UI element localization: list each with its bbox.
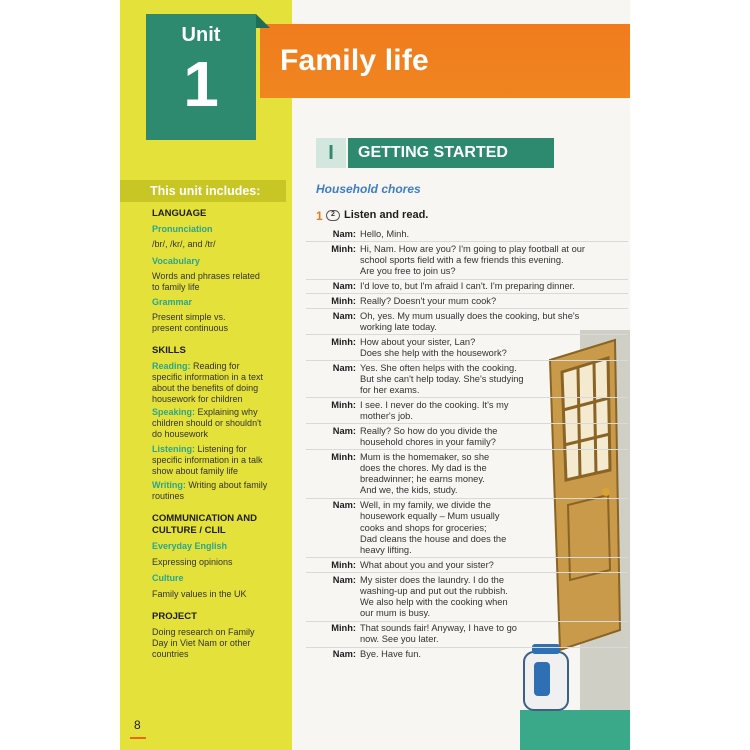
section-title: GETTING STARTED [348,138,554,168]
dialogue-divider [306,293,628,294]
audio-track-icon[interactable]: 2 [326,210,340,221]
dialogue-line: Oh, yes. My mum usually does the cooking, but she's [360,310,580,321]
speaker-name: Minh: [331,243,356,254]
dialogue-turn [306,296,626,307]
dialogue-line: Mum is the homemaker, so she [360,451,490,462]
dialogue-turn [306,311,626,333]
sidebar-heading: This unit includes: [120,180,286,202]
dialogue-turn [306,500,626,556]
unit-number: 1 [183,48,219,120]
speaking-label: Speaking: [152,407,196,417]
dialogue-line: Yes. She often helps with the cooking. [360,362,517,373]
unit-title: Family life [280,44,429,77]
dialogue-divider [306,621,628,622]
speaker-name: Nam: [332,425,356,436]
grammar-text-2: present continuous [152,323,229,333]
communication-heading-2: CULTURE / CLIL [152,525,226,536]
speaker-name: Nam: [332,310,356,321]
dialogue-line: But she can't help today. She's studying [360,373,524,384]
unit-box-fold [256,14,270,28]
dialogue-turn [306,426,626,448]
dialogue-line: mother's job. [360,410,413,421]
speaker-name: Minh: [331,399,356,410]
dialogue-line: I'd love to, but I'm afraid I can't. I'm preparing dinner. [360,281,575,291]
dialogue-turn [306,281,626,292]
dialogue-turn [306,649,626,660]
writing-line-0 [152,480,292,491]
culture-heading: Culture [152,573,184,583]
topic-subtitle: Household chores [316,182,421,196]
dialogue-line: now. See you later. [360,634,439,645]
dialogue-divider [306,308,628,309]
dialogue-divider [306,557,628,558]
dialogue-line: And we, the kids, study. [360,485,458,496]
speaker-name: Nam: [332,281,356,291]
dialogue-line: That sounds fair! Anyway, I have to go [360,623,517,633]
vocabulary-text-2: to family life [152,282,200,292]
dialogue-line: Dad cleans the house and does the [360,533,507,544]
dialogue-line: We also help with the cooking when [360,596,508,607]
textbook-page [120,0,630,750]
everyday-english-text: Expressing opinions [152,557,233,567]
speaker-name: Minh: [331,623,356,633]
reading-text-0: Reading for [193,361,240,371]
dialogue-line: Does she help with the housework? [360,347,507,358]
grammar-text-1: Present simple vs. [152,312,226,322]
exercise-instruction: Listen and read. [344,209,429,221]
dialogue-line: does the chores. My dad is the [360,462,487,473]
reading-text-3: housework for children [152,394,243,404]
dialogue-line: What about you and your sister? [360,559,494,570]
writing-text-1: routines [152,491,185,501]
dialogue-line: Really? So how do you divide the [360,425,498,436]
pronunciation-text: /br/, /kr/, and /tr/ [152,239,216,249]
speaker-name: Nam: [332,229,356,239]
writing-text-0: Writing about family [188,480,268,490]
dialogue-divider [306,241,628,242]
listening-label: Listening: [152,444,195,454]
dialogue-line: Really? Doesn't your mum cook? [360,295,497,306]
dialogue-line: heavy lifting. [360,544,412,555]
speaker-name: Minh: [331,451,356,462]
speaking-line-0 [152,407,292,418]
everyday-english-heading: Everyday English [152,541,228,551]
dialogue-divider [306,334,628,335]
listening-text-1: specific information in a talk [152,455,263,465]
dialogue-turn [306,229,626,240]
dialogue-turn [306,337,626,359]
dialogue-turn [306,575,626,620]
dialogue-turn [306,560,626,571]
dialogue-line: household chores in your family? [360,436,496,447]
speaking-text-1: children should or shouldn't [152,418,262,428]
exercise-number: 1 [316,209,323,223]
listening-text-0: Listening for [197,444,247,454]
dialogue-line: cooks and shops for groceries; [360,522,487,533]
dialogue-line: Are you free to join us? [360,266,456,277]
dialogue-divider [306,279,628,280]
reading-label: Reading: [152,361,191,371]
project-text-3: countries [152,649,189,659]
dialogue-line: working late today. [360,321,437,332]
dialogue-turn [306,452,626,497]
dialogue-line: I see. I never do the cooking. It's my [360,399,509,410]
dialogue-turn [306,623,626,645]
dialogue-line: school sports field with a few friends this evening. [360,254,564,265]
dialogue-line: Bye. Have fun. [360,649,421,659]
dialogue-line: Well, in my family, we divide the [360,500,491,511]
language-heading: LANGUAGE [152,208,207,219]
section-number: I [316,138,346,168]
dialogue-turn [306,363,626,397]
speaker-name: Minh: [331,336,356,347]
speaker-name: Minh: [331,295,356,306]
speaking-text-0: Explaining why [197,407,258,417]
dialogue-line: My sister does the laundry. I do the [360,574,505,585]
counter-top [520,710,630,750]
communication-heading-1: COMMUNICATION AND [152,513,258,524]
reading-text-2: about the benefits of doing [152,383,259,393]
page-number-underline [130,737,146,739]
speaker-name: Nam: [332,362,356,373]
dialogue-line: breadwinner; he earns money. [360,474,485,485]
listening-text-2: show about family life [152,466,239,476]
dialogue-turn [306,400,626,422]
dialogue-turn [306,244,626,278]
speaker-name: Nam: [332,500,356,511]
project-heading: PROJECT [152,611,197,622]
dialogue-line: washing-up and put out the rubbish. [360,585,508,596]
skills-heading: SKILLS [152,345,186,356]
dialogue-divider [306,449,628,450]
dialogue-line: Hello, Minh. [360,229,410,239]
dialogue-divider [306,498,628,499]
vocabulary-heading: Vocabulary [152,256,200,266]
dialogue-divider [306,647,628,648]
dialogue-divider [306,360,628,361]
dialogue-divider [306,423,628,424]
pronunciation-heading: Pronunciation [152,224,213,234]
dialogue-line: How about your sister, Lan? [360,336,476,347]
reading-text-1: specific information in a text [152,372,264,382]
dialogue-divider [306,397,628,398]
speaker-name: Nam: [332,649,356,659]
reading-line-0 [152,361,292,372]
project-text-2: Day in Viet Nam or other [152,638,251,648]
dialogue-line: housework equally – Mum usually [360,511,500,522]
unit-label: Unit [181,24,221,46]
writing-label: Writing: [152,480,186,490]
dialogue-divider [306,572,628,573]
project-text-1: Doing research on Family [152,627,255,637]
speaking-text-2: do housework [152,429,209,439]
culture-text: Family values in the UK [152,589,247,599]
kettle-window [534,662,550,696]
grammar-heading: Grammar [152,297,193,307]
dialogue-line: for her exams. [360,384,420,395]
page-number: 8 [134,718,141,732]
speaker-name: Nam: [332,574,356,585]
dialogue-line: Hi, Nam. How are you? I'm going to play football at our [360,243,586,254]
vocabulary-text-1: Words and phrases related [152,271,260,281]
listening-line-0 [152,444,292,455]
speaker-name: Minh: [331,559,356,570]
dialogue-line: our mum is busy. [360,608,431,619]
